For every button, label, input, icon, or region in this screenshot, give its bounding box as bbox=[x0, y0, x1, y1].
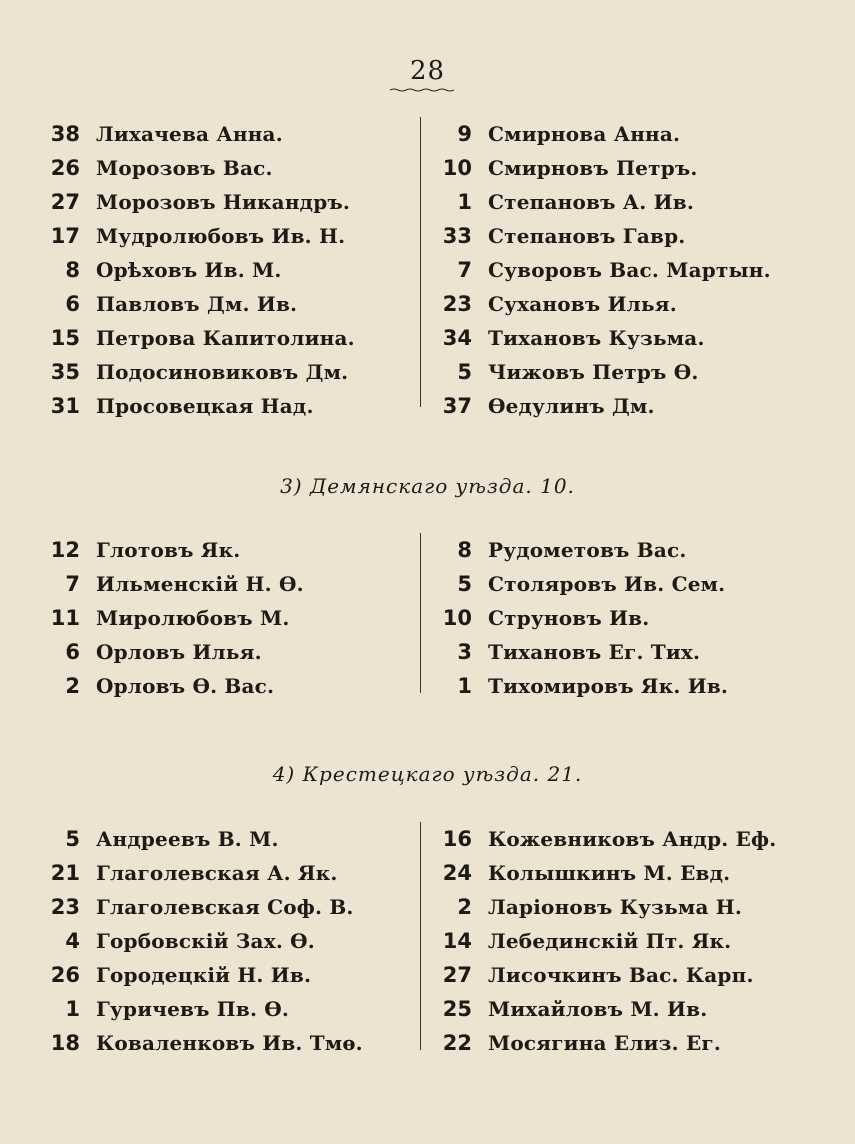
page-number: 28 bbox=[409, 56, 446, 86]
entry-number: 23 bbox=[50, 895, 80, 919]
entry-number: 31 bbox=[50, 394, 80, 418]
entry-name: Смирновъ Петръ. bbox=[488, 156, 698, 180]
entry-name: Сухановъ Илья. bbox=[488, 292, 677, 316]
entry-number: 33 bbox=[442, 224, 472, 248]
entry-name: Суворовъ Вас. Мартын. bbox=[488, 258, 771, 282]
section-heading-krestsy: 4) Крестецкаго уѣзда. 21. bbox=[272, 762, 583, 786]
entry-name: Орѣховъ Ив. М. bbox=[96, 258, 282, 282]
entry-number: 5 bbox=[457, 572, 472, 596]
section-demyansk-left-column bbox=[40, 533, 410, 703]
section-demyansk-right-column bbox=[432, 533, 832, 703]
section-krestsy-right-column bbox=[432, 822, 832, 1060]
entry-name: Морозовъ Вас. bbox=[96, 156, 273, 180]
list-item bbox=[432, 1026, 832, 1060]
list-item bbox=[432, 958, 832, 992]
list-item bbox=[40, 1026, 410, 1060]
entry-name: Глотовъ Як. bbox=[96, 538, 241, 562]
list-item bbox=[40, 185, 410, 219]
page-number-ornament bbox=[390, 88, 454, 92]
entry-name: Кожевниковъ Андр. Еф. bbox=[488, 827, 777, 851]
entry-number: 5 bbox=[457, 360, 472, 384]
entry-number: 11 bbox=[50, 606, 80, 630]
entry-name: Столяровъ Ив. Сем. bbox=[488, 572, 726, 596]
section-top-list bbox=[0, 117, 855, 427]
list-item bbox=[432, 992, 832, 1026]
entry-name: Степановъ А. Ив. bbox=[488, 190, 694, 214]
entry-name: Миролюбовъ М. bbox=[96, 606, 290, 630]
entry-number: 1 bbox=[457, 190, 472, 214]
list-item bbox=[432, 567, 832, 601]
entry-number: 23 bbox=[442, 292, 472, 316]
list-item bbox=[40, 992, 410, 1026]
entry-name: Лисочкинъ Вас. Карп. bbox=[488, 963, 754, 987]
entry-number: 9 bbox=[457, 122, 472, 146]
list-item bbox=[40, 117, 410, 151]
entry-name: Тихомировъ Як. Ив. bbox=[488, 674, 729, 698]
entry-number: 26 bbox=[50, 156, 80, 180]
entry-number: 16 bbox=[442, 827, 472, 851]
entry-number: 21 bbox=[50, 861, 80, 885]
entry-name: Мосягина Елиз. Ег. bbox=[488, 1031, 722, 1055]
entry-number: 4 bbox=[65, 929, 80, 953]
section-top-left-column bbox=[40, 117, 410, 423]
list-item bbox=[40, 253, 410, 287]
list-item bbox=[432, 601, 832, 635]
entry-name: Тихановъ Кузьма. bbox=[488, 326, 705, 350]
list-item bbox=[432, 389, 832, 423]
entry-number: 24 bbox=[442, 861, 472, 885]
list-item bbox=[432, 635, 832, 669]
section-heading-demyansk: 3) Демянскаго уѣзда. 10. bbox=[280, 474, 575, 498]
entry-name: Михайловъ М. Ив. bbox=[488, 997, 708, 1021]
entry-number: 10 bbox=[442, 156, 472, 180]
entry-name: Подосиновиковъ Дм. bbox=[96, 360, 349, 384]
entry-name: Петрова Капитолина. bbox=[96, 326, 355, 350]
entry-name: Глаголевская А. Як. bbox=[96, 861, 338, 885]
entry-name: Андреевъ В. М. bbox=[96, 827, 279, 851]
entry-number: 7 bbox=[65, 572, 80, 596]
list-item bbox=[40, 321, 410, 355]
entry-name: Гуричевъ Пв. Ѳ. bbox=[96, 997, 290, 1021]
entry-number: 27 bbox=[442, 963, 472, 987]
entry-name: Лебединскій Пт. Як. bbox=[488, 929, 732, 953]
entry-number: 7 bbox=[457, 258, 472, 282]
list-item bbox=[432, 533, 832, 567]
entry-name: Ѳедулинъ Дм. bbox=[488, 394, 655, 418]
entry-name: Павловъ Дм. Ив. bbox=[96, 292, 298, 316]
entry-name: Рудометовъ Вас. bbox=[488, 538, 687, 562]
list-item bbox=[432, 890, 832, 924]
entry-number: 27 bbox=[50, 190, 80, 214]
entry-number: 38 bbox=[50, 122, 80, 146]
entry-number: 1 bbox=[65, 997, 80, 1021]
list-item bbox=[40, 389, 410, 423]
section-top-right-column bbox=[432, 117, 832, 423]
entry-name: Морозовъ Никандръ. bbox=[96, 190, 351, 214]
list-item bbox=[432, 669, 832, 703]
entry-name: Чижовъ Петръ Ѳ. bbox=[488, 360, 699, 384]
entry-name: Ларіоновъ Кузьма Н. bbox=[488, 895, 743, 919]
entry-number: 18 bbox=[50, 1031, 80, 1055]
entry-number: 17 bbox=[50, 224, 80, 248]
entry-name: Мудролюбовъ Ив. Н. bbox=[96, 224, 346, 248]
list-item bbox=[432, 822, 832, 856]
entry-number: 10 bbox=[442, 606, 472, 630]
entry-name: Горбовскій Зах. Ѳ. bbox=[96, 929, 315, 953]
entry-name: Лихачева Анна. bbox=[96, 122, 283, 146]
list-item bbox=[40, 958, 410, 992]
entry-name: Глаголевская Соф. В. bbox=[96, 895, 354, 919]
entry-name: Струновъ Ив. bbox=[488, 606, 650, 630]
list-item bbox=[40, 355, 410, 389]
column-divider bbox=[420, 822, 421, 1050]
list-item bbox=[432, 117, 832, 151]
entry-number: 22 bbox=[442, 1031, 472, 1055]
section-demyansk-list bbox=[0, 533, 855, 713]
entry-number: 5 bbox=[65, 827, 80, 851]
entry-number: 14 bbox=[442, 929, 472, 953]
list-item bbox=[40, 635, 410, 669]
list-item bbox=[40, 601, 410, 635]
entry-number: 34 bbox=[442, 326, 472, 350]
entry-number: 1 bbox=[457, 674, 472, 698]
list-item bbox=[40, 219, 410, 253]
column-divider bbox=[420, 533, 421, 693]
list-item bbox=[432, 287, 832, 321]
entry-number: 26 bbox=[50, 963, 80, 987]
list-item bbox=[40, 890, 410, 924]
list-item bbox=[432, 321, 832, 355]
list-item bbox=[432, 185, 832, 219]
entry-number: 35 bbox=[50, 360, 80, 384]
entry-name: Городецкій Н. Ив. bbox=[96, 963, 312, 987]
entry-number: 8 bbox=[65, 258, 80, 282]
entry-name: Просовецкая Над. bbox=[96, 394, 314, 418]
list-item bbox=[432, 151, 832, 185]
entry-name: Степановъ Гавр. bbox=[488, 224, 686, 248]
entry-name: Смирнова Анна. bbox=[488, 122, 681, 146]
list-item bbox=[432, 253, 832, 287]
column-divider bbox=[420, 117, 421, 407]
entry-name: Колышкинъ М. Евд. bbox=[488, 861, 731, 885]
entry-name: Ильменскій Н. Ѳ. bbox=[96, 572, 304, 596]
entry-name: Тихановъ Ег. Тих. bbox=[488, 640, 701, 664]
entry-name: Коваленковъ Ив. Тмѳ. bbox=[96, 1031, 363, 1055]
list-item bbox=[40, 669, 410, 703]
entry-number: 2 bbox=[457, 895, 472, 919]
entry-number: 25 bbox=[442, 997, 472, 1021]
list-item bbox=[40, 924, 410, 958]
entry-number: 2 bbox=[65, 674, 80, 698]
list-item bbox=[40, 151, 410, 185]
entry-number: 8 bbox=[457, 538, 472, 562]
list-item bbox=[432, 219, 832, 253]
list-item bbox=[432, 355, 832, 389]
section-krestsy-list bbox=[0, 822, 855, 1067]
list-item bbox=[40, 287, 410, 321]
list-item bbox=[40, 822, 410, 856]
list-item bbox=[40, 533, 410, 567]
list-item bbox=[40, 856, 410, 890]
entry-name: Орловъ Илья. bbox=[96, 640, 262, 664]
entry-number: 6 bbox=[65, 292, 80, 316]
list-item bbox=[432, 924, 832, 958]
entry-number: 3 bbox=[457, 640, 472, 664]
entry-number: 15 bbox=[50, 326, 80, 350]
entry-number: 6 bbox=[65, 640, 80, 664]
list-item bbox=[40, 567, 410, 601]
entry-number: 37 bbox=[442, 394, 472, 418]
entry-name: Орловъ Ѳ. Вас. bbox=[96, 674, 275, 698]
entry-number: 12 bbox=[50, 538, 80, 562]
section-krestsy-left-column bbox=[40, 822, 410, 1060]
list-item bbox=[432, 856, 832, 890]
